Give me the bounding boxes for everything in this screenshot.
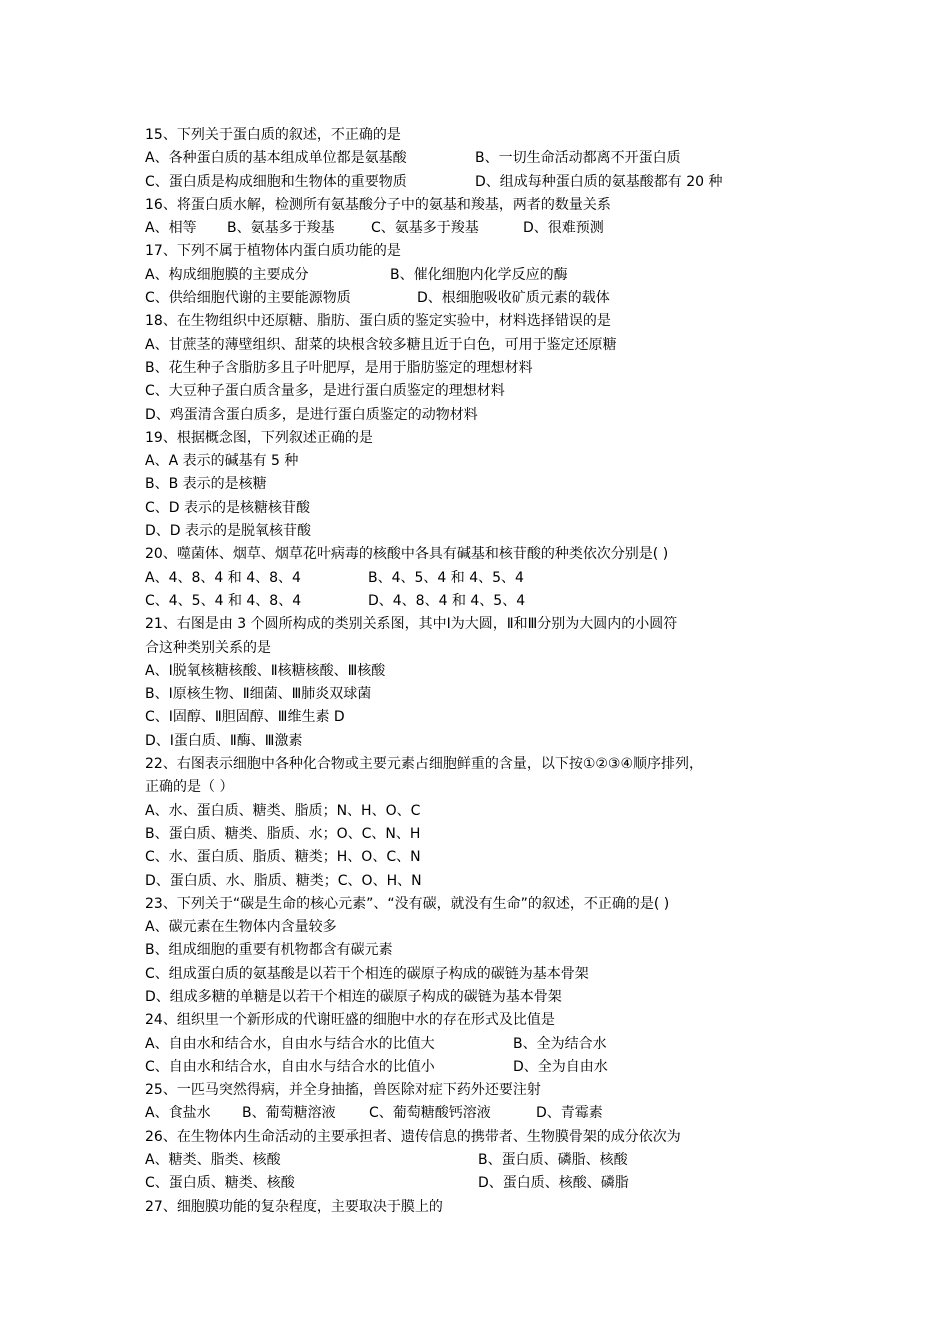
q26-stem: 26、在生物体内生命活动的主要承担者、遗传信息的携带者、生物膜骨架的成分依次为 [145, 1128, 681, 1145]
q24-option-c: C、自由水和结合水，自由水与结合水的比值小 [145, 1058, 435, 1075]
q25-option-a: A、食盐水 [145, 1105, 211, 1122]
q18-option-b: B、花生种子含脂肪多且子叶肥厚，是用于脂肪鉴定的理想材料 [145, 359, 533, 376]
q20-option-c: C、4、5、4 和 4、8、4 [145, 592, 302, 609]
q22-option-a: A、水、蛋白质、糖类、脂质；N、H、O、C [145, 802, 421, 819]
q24-options-ab [145, 1033, 825, 1056]
q19-option-d: D、D 表示的是脱氧核苷酸 [145, 523, 312, 540]
q19-option-a: A、A 表示的碱基有 5 种 [145, 453, 299, 470]
q15-options-cd [145, 171, 825, 194]
q17-options-cd [145, 287, 825, 310]
q17-option-c: C、供给细胞代谢的主要能源物质 [145, 290, 351, 307]
q22-option-c: C、水、蛋白质、脂质、糖类；H、O、C、N [145, 849, 421, 866]
q21-stem-line2: 合这种类别关系的是 [145, 639, 271, 656]
q26-options-cd [145, 1172, 825, 1195]
q20-option-b: B、4、5、4 和 4、5、4 [368, 569, 524, 586]
q19-stem: 19、根据概念图，下列叙述正确的是 [145, 429, 373, 446]
q24-options-cd [145, 1056, 825, 1079]
q18-option-a: A、甘蔗茎的薄壁组织、甜菜的块根含较多糖且近于白色，可用于鉴定还原糖 [145, 336, 617, 353]
q17-stem: 17、下列不属于植物体内蛋白质功能的是 [145, 243, 401, 260]
q23-option-b: B、组成细胞的重要有机物都含有碳元素 [145, 942, 393, 959]
q16-option-d: D、很难预测 [523, 220, 604, 237]
q25-options [145, 1102, 825, 1125]
q17-options-ab [145, 264, 825, 287]
q23-option-c: C、组成蛋白质的氨基酸是以若干个相连的碳原子构成的碳链为基本骨架 [145, 965, 589, 982]
q21-option-a: A、Ⅰ脱氧核糖核酸、Ⅱ核糖核酸、Ⅲ核酸 [145, 662, 386, 679]
q20-options-cd [145, 590, 825, 613]
q23-option-d: D、组成多糖的单糖是以若干个相连的碳原子构成的碳链为基本骨架 [145, 988, 562, 1005]
q24-stem: 24、组织里一个新形成的代谢旺盛的细胞中水的存在形式及比值是 [145, 1012, 555, 1029]
q16-option-a: A、相等 [145, 220, 197, 237]
q26-options-ab [145, 1149, 825, 1172]
q20-option-a: A、4、8、4 和 4、8、4 [145, 569, 301, 586]
q21-option-d: D、Ⅰ蛋白质、Ⅱ酶、Ⅲ激素 [145, 732, 303, 749]
q25-option-c: C、葡萄糖酸钙溶液 [369, 1105, 491, 1122]
q17-option-a: A、构成细胞膜的主要成分 [145, 266, 309, 283]
q27-stem: 27、细胞膜功能的复杂程度，主要取决于膜上的 [145, 1198, 443, 1215]
q20-stem: 20、噬菌体、烟草、烟草花叶病毒的核酸中各具有碱基和核苷酸的种类依次分别是( ) [145, 546, 669, 563]
q16-stem: 16、将蛋白质水解，检测所有氨基酸分子中的氨基和羧基，两者的数量关系 [145, 196, 611, 213]
q15-stem: 15、下列关于蛋白质的叙述，不正确的是 [145, 127, 401, 143]
question-sheet [145, 124, 825, 1219]
q16-option-b: B、氨基多于羧基 [227, 220, 335, 237]
q23-stem: 23、下列关于“碳是生命的核心元素”、“没有碳，就没有生命”的叙述，不正确的是( ) [145, 895, 670, 912]
q20-option-d: D、4、8、4 和 4、5、4 [368, 592, 526, 609]
q25-stem: 25、一匹马突然得病，并全身抽搐，兽医除对症下药外还要注射 [145, 1082, 541, 1099]
q22-option-b: B、蛋白质、糖类、脂质、水；O、C、N、H [145, 825, 421, 842]
q15-options-ab [145, 147, 825, 170]
q25-option-b: B、葡萄糖溶液 [242, 1105, 336, 1122]
q23-option-a: A、碳元素在生物体内含量较多 [145, 919, 337, 936]
q21-stem-line1: 21、右图是由 3 个圆所构成的类别关系图，其中Ⅰ为大圆，Ⅱ和Ⅲ分别为大圆内的小圆符 [145, 616, 678, 633]
q24-option-a: A、自由水和结合水，自由水与结合水的比值大 [145, 1035, 435, 1052]
q18-option-d: D、鸡蛋清含蛋白质多，是进行蛋白质鉴定的动物材料 [145, 406, 478, 423]
q21-option-c: C、Ⅰ固醇、Ⅱ胆固醇、Ⅲ维生素 D [145, 709, 345, 726]
q22-stem-line1: 22、右图表示细胞中各种化合物或主要元素占细胞鲜重的含量，以下按①②③④顺序排列， [145, 756, 704, 773]
q20-options-ab [145, 567, 825, 590]
q17-option-b: B、催化细胞内化学反应的酶 [390, 266, 568, 283]
q21-option-b: B、Ⅰ原核生物、Ⅱ细菌、Ⅲ肺炎双球菌 [145, 686, 372, 703]
q15-option-a: A、各种蛋白质的基本组成单位都是氨基酸 [145, 150, 407, 167]
q17-option-d: D、根细胞吸收矿质元素的载体 [417, 290, 610, 307]
q26-option-c: C、蛋白质、糖类、核酸 [145, 1175, 295, 1192]
q26-option-b: B、蛋白质、磷脂、核酸 [478, 1152, 628, 1169]
q22-stem-line2: 正确的是（ ） [145, 779, 234, 796]
q24-option-d: D、全为自由水 [513, 1058, 608, 1075]
q16-options [145, 217, 825, 240]
q19-option-c: C、D 表示的是核糖核苷酸 [145, 499, 311, 516]
q15-option-d: D、组成每种蛋白质的氨基酸都有 20 种 [475, 173, 723, 190]
q16-option-c: C、氨基多于羧基 [371, 220, 479, 237]
q19-option-b: B、B 表示的是核糖 [145, 476, 267, 493]
q26-option-a: A、糖类、脂类、核酸 [145, 1152, 281, 1169]
q22-option-d: D、蛋白质、水、脂质、糖类；C、O、H、N [145, 872, 422, 889]
q25-option-d: D、青霉素 [536, 1105, 603, 1122]
q15-option-b: B、一切生命活动都离不开蛋白质 [475, 150, 681, 167]
q24-option-b: B、全为结合水 [513, 1035, 607, 1052]
q15-option-c: C、蛋白质是构成细胞和生物体的重要物质 [145, 173, 407, 190]
q26-option-d: D、蛋白质、核酸、磷脂 [478, 1175, 629, 1192]
q18-option-c: C、大豆种子蛋白质含量多，是进行蛋白质鉴定的理想材料 [145, 383, 505, 400]
q18-stem: 18、在生物组织中还原糖、脂肪、蛋白质的鉴定实验中，材料选择错误的是 [145, 313, 611, 330]
